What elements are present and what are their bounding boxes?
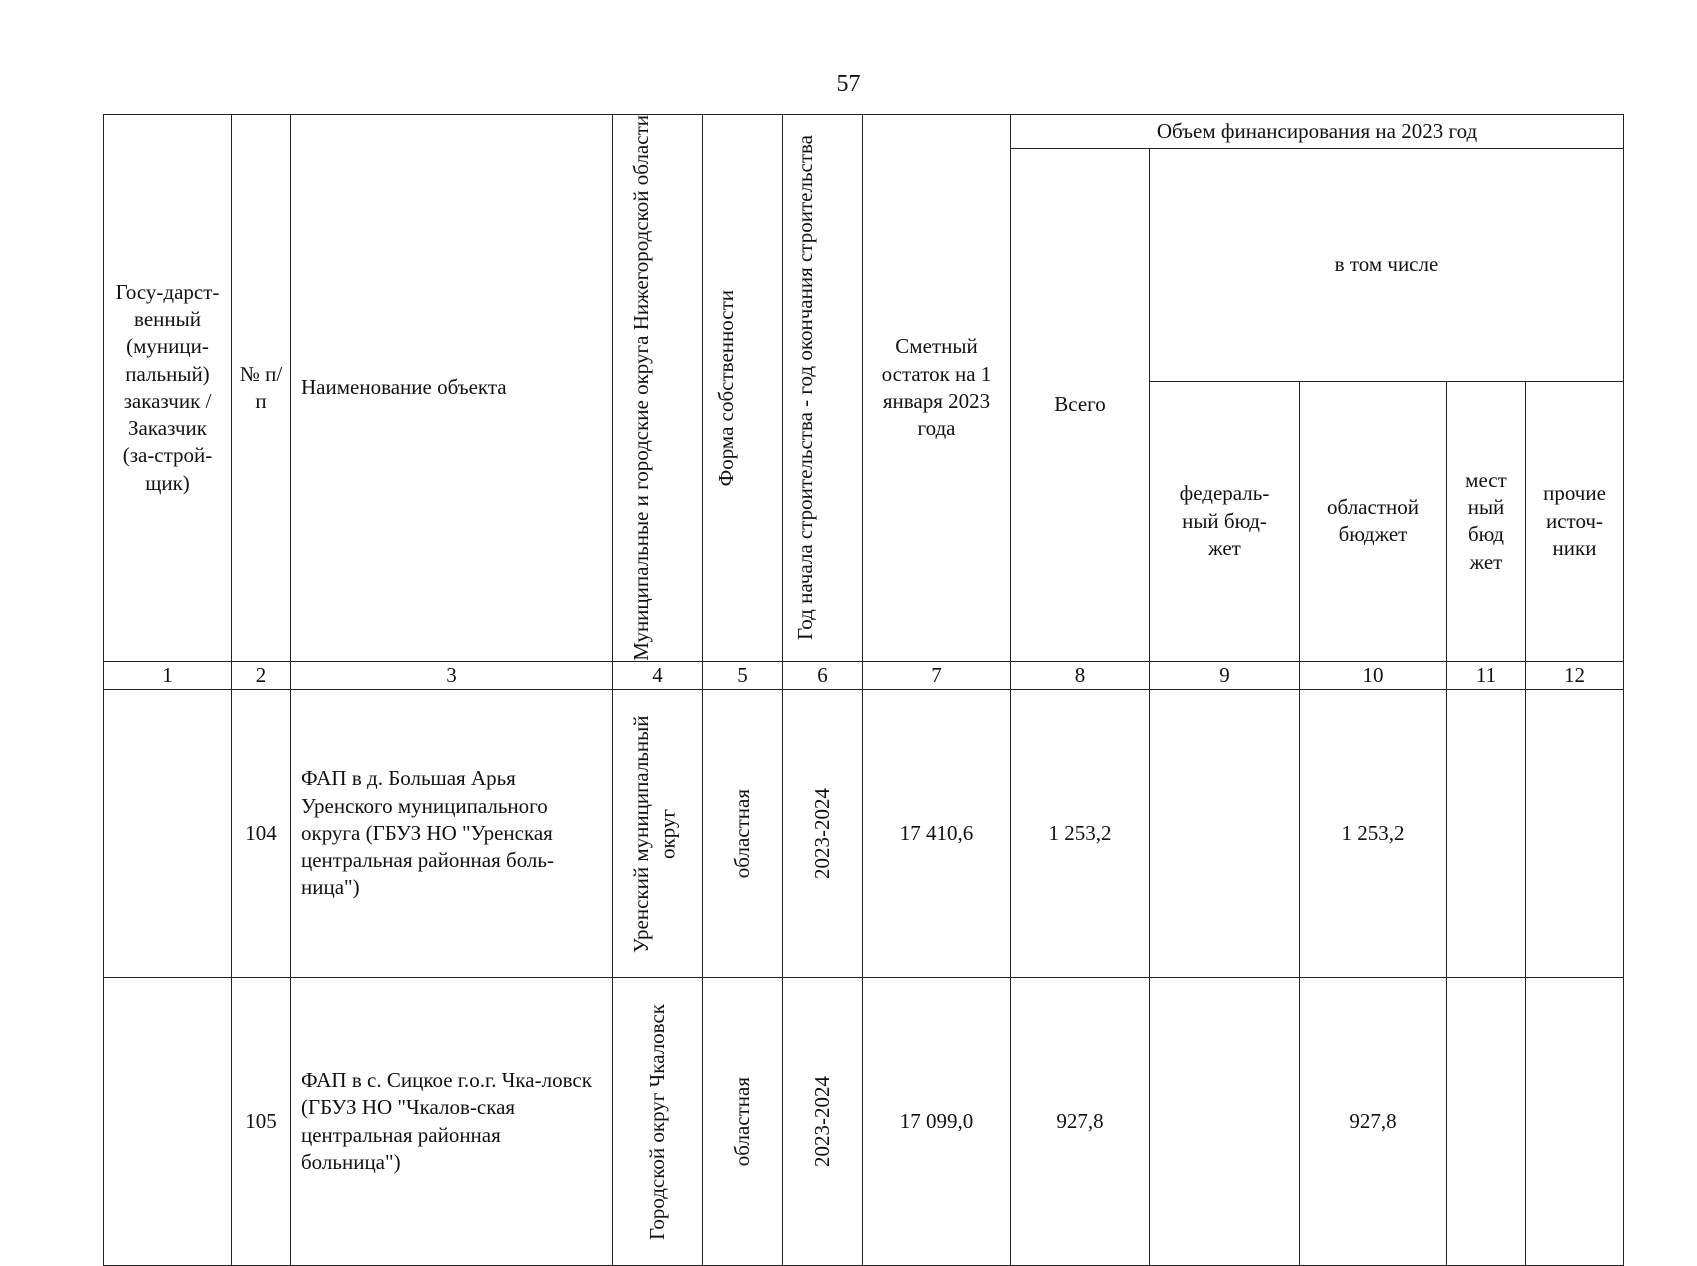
header-other: прочие источ-ники <box>1526 381 1624 661</box>
row-object-name: ФАП в д. Большая Арья Уренского муниципального округа (ГБУЗ НО "Уренская центральная районная боль-ница") <box>291 690 613 978</box>
table-row <box>104 978 1624 1266</box>
header-local: мест ный бюд жет <box>1447 381 1526 661</box>
header-number: № п/п <box>232 115 291 662</box>
column-number: 6 <box>783 661 863 689</box>
column-number: 9 <box>1150 661 1300 689</box>
header-total: Всего <box>1011 149 1150 662</box>
column-number: 7 <box>863 661 1011 689</box>
header-ownership <box>703 115 783 662</box>
row-number: 104 <box>232 690 291 978</box>
row-district-text: Городской округ Чкаловск <box>645 1003 670 1240</box>
header-including: в том числе <box>1150 149 1624 382</box>
header-object-name: Наименование объекта <box>291 115 613 662</box>
row-district <box>613 978 703 1266</box>
row-balance: 17 099,0 <box>863 978 1011 1266</box>
header-ownership-text: Форма собственности <box>713 289 738 487</box>
row-local <box>1447 978 1526 1266</box>
row-ownership-text: областная <box>730 788 755 879</box>
row-district-text: Уренский муниципальный округ <box>628 714 679 953</box>
row-ownership-text: областная <box>730 1076 755 1167</box>
header-regional: областной бюджет <box>1300 381 1447 661</box>
header-district-text: Муниципальные и городские округа Нижегородской области <box>628 115 653 661</box>
row-object-name: ФАП в с. Сицкое г.о.г. Чка-ловск (ГБУЗ НО "Чкалов-ская центральная районная больница") <box>291 978 613 1266</box>
header-federal: федераль-ный бюд-жет <box>1150 381 1300 661</box>
row-regional: 927,8 <box>1300 978 1447 1266</box>
header-years-text: Год начала строительства - год окончания строительства <box>792 135 817 641</box>
column-number: 5 <box>703 661 783 689</box>
column-number: 1 <box>104 661 232 689</box>
table-row <box>104 690 1624 978</box>
header-estimated-balance: Сметный остаток на 1 января 2023 года <box>863 115 1011 662</box>
column-number: 2 <box>232 661 291 689</box>
row-number: 105 <box>232 978 291 1266</box>
header-funding-group: Объем финансирования на 2023 год <box>1011 115 1624 149</box>
row-ownership <box>703 978 783 1266</box>
row-customer <box>104 690 232 978</box>
row-other <box>1526 690 1624 978</box>
row-balance: 17 410,6 <box>863 690 1011 978</box>
financing-table <box>103 114 1624 1266</box>
row-total: 927,8 <box>1011 978 1150 1266</box>
column-numbers-row <box>104 661 1624 689</box>
column-number: 10 <box>1300 661 1447 689</box>
row-total: 1 253,2 <box>1011 690 1150 978</box>
row-regional: 1 253,2 <box>1300 690 1447 978</box>
header-customer: Госу-дарст-венный (муници-пальный) заказчик / Заказчик (за-строй-щик) <box>104 115 232 662</box>
column-number: 11 <box>1447 661 1526 689</box>
column-number: 4 <box>613 661 703 689</box>
page-number: 57 <box>836 71 861 97</box>
row-district <box>613 690 703 978</box>
row-local <box>1447 690 1526 978</box>
row-years <box>783 690 863 978</box>
header-district <box>613 115 703 662</box>
column-number: 12 <box>1526 661 1624 689</box>
row-other <box>1526 978 1624 1266</box>
column-number: 3 <box>291 661 613 689</box>
row-years-text: 2023-2024 <box>810 788 835 879</box>
row-years <box>783 978 863 1266</box>
row-federal <box>1150 690 1300 978</box>
header-row <box>104 115 1624 149</box>
row-ownership <box>703 690 783 978</box>
row-federal <box>1150 978 1300 1266</box>
header-years <box>783 115 863 662</box>
row-customer <box>104 978 232 1266</box>
column-number: 8 <box>1011 661 1150 689</box>
row-years-text: 2023-2024 <box>810 1076 835 1167</box>
